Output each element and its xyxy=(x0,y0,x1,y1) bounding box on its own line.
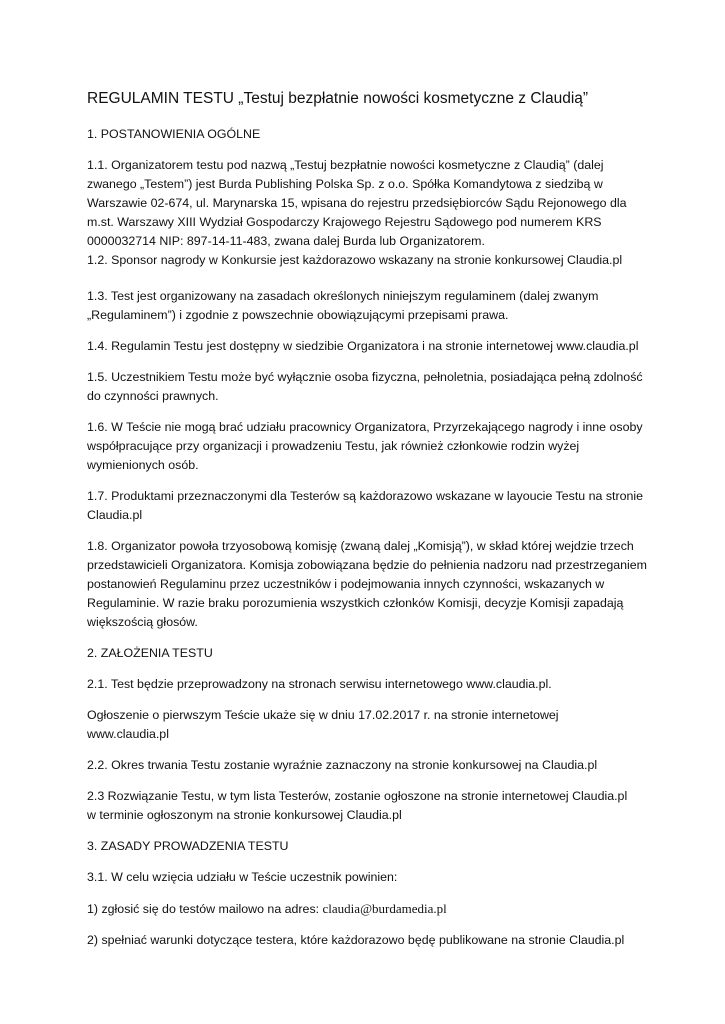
requirement-1-text: 1) zgłosić się do testów mailowo na adres: xyxy=(87,902,323,916)
section-heading-2: 2. ZAŁOŻENIA TESTU xyxy=(87,646,213,660)
paragraph-1-5: 1.5. Uczestnikiem Testu może być wyłącznie osoba fizyczna, pełnoletnia, posiadająca pełną zdolność do czynności prawnych. xyxy=(87,370,643,403)
paragraph-1-3: 1.3. Test jest organizowany na zasadach określonych niniejszym regulaminem (dalej zwanym „Regulaminem”) i zgodnie z powszechnie obowiązującymi przepisami prawa. xyxy=(87,289,599,322)
paragraph-1-2: 1.2. Sponsor nagrody w Konkursie jest każdorazowo wskazany na stronie konkursowej Claudia.pl xyxy=(87,253,623,267)
paragraph-1-1: 1.1. Organizatorem testu pod nazwą „Testuj bezpłatnie nowości kosmetyczne z Claudią” (dalej zwanego „Testem”) jest Burda Publishing Polska Sp. z o.o. Spółka Komandytowa z siedzibą w Warszawie 02-674, ul. Marynarska 15, wpisana do rejestru przedsiębiorców Sądu Rejonowego dla m.st. Warszawy XIII Wydział Gospodarczy Krajowego Rejestru Sądowego pod numerem KRS 0000032714 NIP: 897-14-11-483, zwana dalej Burda lub Organizatorem. xyxy=(87,158,627,248)
email-address: claudia@burdamedia.pl xyxy=(322,901,447,916)
section-heading-3: 3. ZASADY PROWADZENIA TESTU xyxy=(87,839,289,853)
paragraph-1-4: 1.4. Regulamin Testu jest dostępny w siedzibie Organizatora i na stronie internetowej www.claudia.pl xyxy=(87,339,639,353)
paragraph-1-6: 1.6. W Teście nie mogą brać udziału pracownicy Organizatora, Przyrzekającego nagrody i inne osoby współpracujące przy organizacji i prowadzeniu Testu, jak również członkowie rodzin wyżej wymienionych osób. xyxy=(87,420,643,472)
paragraph-requirement-2: 2) spełniać warunki dotyczące testera, które każdorazowo będę publikowane na stronie Claudia.pl xyxy=(87,933,625,947)
paragraph-announcement: Ogłoszenie o pierwszym Teście ukaże się w dniu 17.02.2017 r. na stronie internetowej www.claudia.pl xyxy=(87,708,559,741)
paragraph-2-2: 2.2. Okres trwania Testu zostanie wyraźnie zaznaczony na stronie konkursowej na Claudia.pl xyxy=(87,758,598,772)
paragraph-3-1: 3.1. W celu wzięcia udziału w Teście uczestnik powinien: xyxy=(87,870,398,884)
section-heading-1: 1. POSTANOWIENIA OGÓLNE xyxy=(87,127,261,141)
document-title: REGULAMIN TESTU „Testuj bezpłatnie nowości kosmetyczne z Claudią” xyxy=(87,90,589,107)
paragraph-2-1: 2.1. Test będzie przeprowadzony na stronach serwisu internetowego www.claudia.pl. xyxy=(87,677,552,691)
paragraph-1-7: 1.7. Produktami przeznaczonymi dla Testerów są każdorazowo wskazane w layoucie Testu na stronie Claudia.pl xyxy=(87,489,644,522)
paragraph-2-3: 2.3 Rozwiązanie Testu, w tym lista Testerów, zostanie ogłoszone na stronie internetowej Claudia.pl w terminie ogłoszonym na stronie konkursowej Claudia.pl xyxy=(87,789,628,822)
paragraph-1-8: 1.8. Organizator powoła trzyosobową komisję (zwaną dalej „Komisją”), w skład której wejdzie trzech przedstawicieli Organizatora. Komisja zobowiązana będzie do pełnienia nadzoru nad przestrzeganiem postanowień Regulaminu przez uczestników i podejmowania innych czynności, wskazanych w Regulaminie. W razie braku porozumienia wszystkich członków Komisji, decyzje Komisji zapadają większością głosów. xyxy=(87,539,647,629)
document-page xyxy=(87,88,647,962)
paragraph-requirement-1 xyxy=(87,899,647,919)
